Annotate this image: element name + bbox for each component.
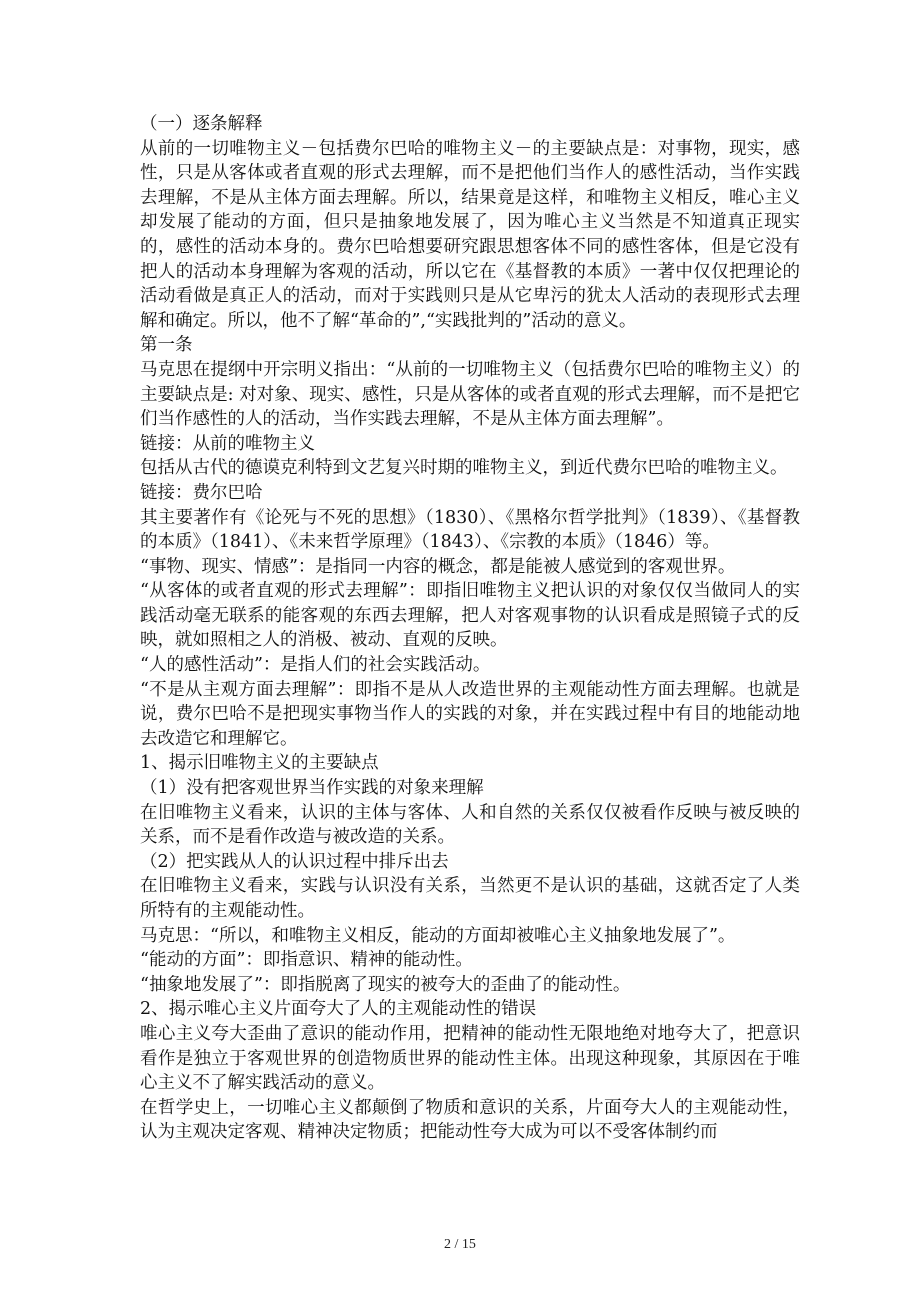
paragraph: 唯心主义夸大歪曲了意识的能动作用，把精神的能动性无限地绝对地夸大了，把意识看作是独立于客观世界的创造物质世界的能动性主体。出现这种现象，其原因在于唯心主义不了解实践活动的意义。 [140, 1023, 800, 1094]
paragraph: “抽象地发展了”：即指脱离了现实的被夸大的歪曲了的能动性。 [140, 974, 631, 995]
paragraph: “人的感性活动”：是指人们的社会实践活动。 [140, 655, 491, 676]
document-body [140, 112, 800, 1145]
paragraph: 马克思：“所以，和唯物主义相反，能动的方面却被唯心主义抽象地发展了”。 [140, 925, 736, 946]
paragraph: “从客体的或者直观的形式去理解”：即指旧唯物主义把认识的对象仅仅当做同人的实践活动毫无联系的能客观的东西去理解，把人对客观事物的认识看成是照镜子式的反映，就如照相之人的消极、被动、直观的反映。 [140, 581, 800, 651]
section-heading: （一）逐条解释 [140, 114, 263, 134]
subsection-heading: （2）把实践从人的认识过程中排斥出去 [140, 851, 449, 872]
paragraph: 在哲学史上，一切唯心主义都颠倒了物质和意识的关系，片面夸大人的主观能动性，认为主观决定客观、精神决定物质；把能动性夸大成为可以不受客体制约而 [140, 1097, 800, 1143]
paragraph: 其主要著作有《论死与不死的思想》（1830）、《黑格尔哲学批判》（1839）、《基督教的本质》（1841）、《未来哲学原理》（1843）、《宗教的本质》（1846）等。 [140, 507, 800, 553]
section-heading: 1、揭示旧唯物主义的主要缺点 [140, 753, 379, 774]
link-heading: 链接：费尔巴哈 [140, 482, 263, 503]
page-number: 2 / 15 [444, 1237, 476, 1252]
paragraph: “不是从主观方面去理解”：即指不是从人改造世界的主观能动性方面去理解。也就是说，费尔巴哈不是把现实事物当作人的实践的对象，并在实践过程中有目的地能动地去改造它和理解它。 [140, 679, 800, 749]
paragraph: “能动的方面”：即指意识、精神的能动性。 [140, 950, 473, 971]
paragraph: 马克思在提纲中开宗明义指出：“从前的一切唯物主义（包括费尔巴哈的唯物主义）的主要缺点是: 对对象、现实、感性，只是从客体的或者直观的形式去理解，而不是把它们当作感性的人的活动，当作实践去理解，不是从主体方面去理解”。 [140, 359, 800, 430]
link-heading: 链接：从前的唯物主义 [140, 433, 315, 454]
paragraph: 包括从古代的德谟克利特到文艺复兴时期的唯物主义，到近代费尔巴哈的唯物主义。 [140, 458, 788, 479]
section-heading: 2、揭示唯心主义片面夸大了人的主观能动性的错误 [140, 999, 537, 1020]
paragraph: 在旧唯物主义看来，认识的主体与客体、人和自然的关系仅仅被看作反映与被反映的关系，而不是看作改造与被改造的关系。 [140, 802, 800, 848]
section-heading: 第一条 [140, 335, 193, 356]
paragraph: “事物、现实、情感”：是指同一内容的概念，都是能被人感觉到的客观世界。 [140, 556, 736, 577]
paragraph: 在旧唯物主义看来，实践与认识没有关系，当然更不是认识的基础，这就否定了人类所特有的主观能动性。 [140, 876, 800, 921]
subsection-heading: （1）没有把客观世界当作实践的对象来理解 [140, 778, 484, 799]
paragraph: 从前的一切唯物主义－包括费尔巴哈的唯物主义－的主要缺点是：对事物，现实，感性，只是从客体或者直观的形式去理解，而不是把他们当作人的感性活动，当作实践去理解，不是从主体方面去理解。所以，结果竟是这样，和唯物主义相反，唯心主义却发展了能动的方面，但只是抽象地发展了，因为唯心主义当然是不知道真正现实的，感性的活动本身的。费尔巴哈想要研究跟思想客体不同的感性客体，但是它没有把人的活动本身理解为客观的活动，所以它在《基督教的本质》一著中仅仅把理论的活动看做是真正人的活动，而对于实践则只是从它卑污的犹太人活动的表现形式去理解和确定。所以，他不了解“革命的”,“实践批判的”活动的意义。 [140, 138, 800, 331]
